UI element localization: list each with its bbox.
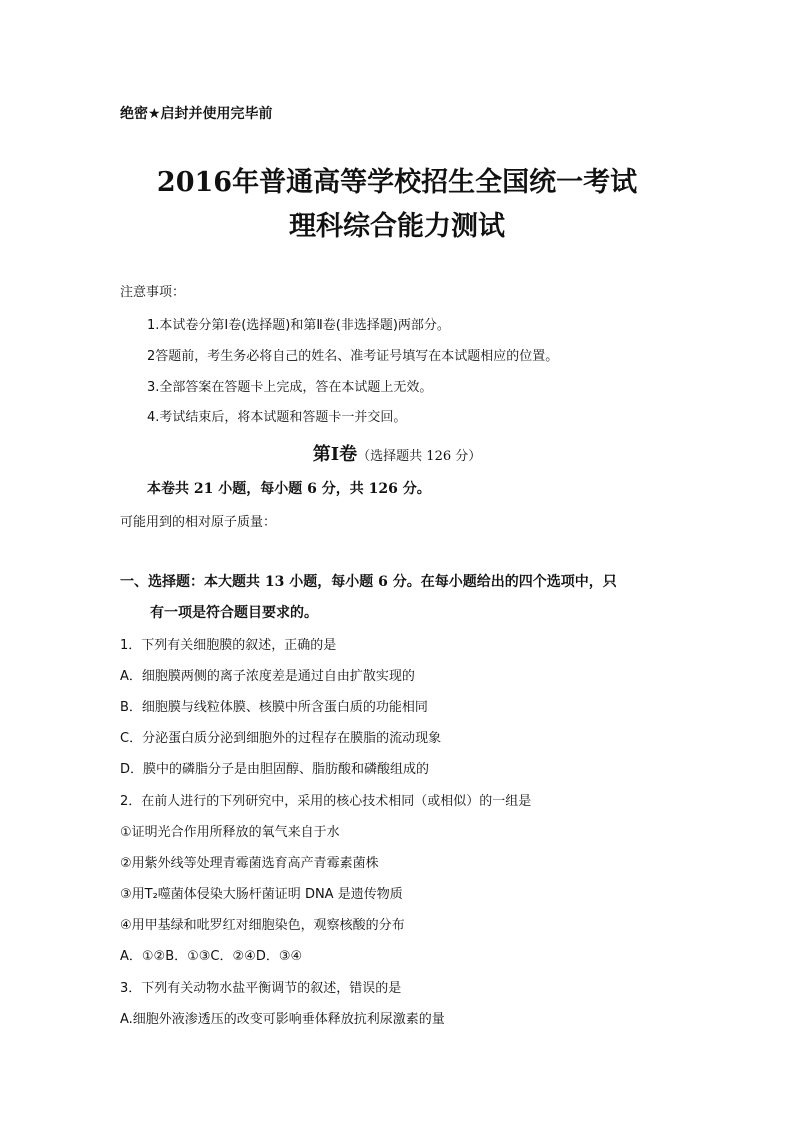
notice-item: 3.全部答案在答题卡上完成，答在本试题上无效。	[147, 380, 433, 395]
question-option: D．膜中的磷脂分子是由胆固醇、脂肪酸和磷酸组成的	[120, 762, 430, 777]
question-item: ②用紫外线等处理青霉菌选育高产青霉素菌株	[120, 856, 379, 871]
question-option: B．细胞膜与线粒体膜、核膜中所含蛋白质的功能相同	[120, 700, 428, 715]
question-item: ④用甲基绿和吡罗红对细胞染色，观察核酸的分布	[120, 918, 405, 933]
question-item: ③用T₂噬菌体侵染大肠杆菌证明 DNA 是遗传物质	[120, 887, 403, 902]
question-stem: 3．下列有关动物水盐平衡调节的叙述，错误的是	[120, 981, 402, 996]
question-item: ①证明光合作用所释放的氧气来自于水	[120, 825, 340, 840]
question-option: A.细胞外液渗透压的改变可影响垂体释放抗利尿激素的量	[120, 1012, 445, 1027]
volume-description: 本卷共 21 小题，每小题 6 分，共 126 分。	[147, 481, 431, 497]
notice-item: 1.本试卷分第Ⅰ卷(选择题)和第Ⅱ卷(非选择题)两部分。	[147, 318, 450, 333]
volume-heading	[0, 440, 794, 466]
question-option: C．分泌蛋白质分泌到细胞外的过程存在膜脂的流动现象	[120, 731, 442, 746]
section-heading: 一、选择题：本大题共 13 小题，每小题 6 分。在每小题给出的四个选项中，只	[120, 574, 617, 590]
question-stem: 2．在前人进行的下列研究中，采用的核心技术相同（或相似）的一组是	[120, 794, 532, 809]
volume-title: 第Ⅰ卷	[312, 444, 358, 465]
volume-subtitle: （选择题共 126 分）	[357, 449, 482, 464]
atomic-mass-label: 可能用到的相对原子质量：	[120, 515, 277, 530]
question-options: A．①②B．①③C．②④D．③④	[120, 949, 303, 964]
exam-title: 2016年普通高等学校招生全国统一考试	[156, 167, 638, 198]
question-stem: 1．下列有关细胞膜的叙述，正确的是	[120, 638, 337, 653]
confidential-label: 绝密★启封并使用完毕前	[120, 106, 273, 122]
notice-item: 2答题前，考生务必将自己的姓名、准考证号填写在本试题相应的位置。	[147, 349, 559, 364]
notice-item: 4.考试结束后，将本试题和答题卡一并交回。	[147, 410, 407, 425]
exam-subtitle: 理科综合能力测试	[289, 211, 505, 242]
question-option: A．细胞膜两侧的离子浓度差是通过自由扩散实现的	[120, 669, 415, 684]
notice-heading: 注意事项：	[120, 285, 186, 300]
section-heading-continued: 有一项是符合题目要求的。	[150, 605, 318, 621]
